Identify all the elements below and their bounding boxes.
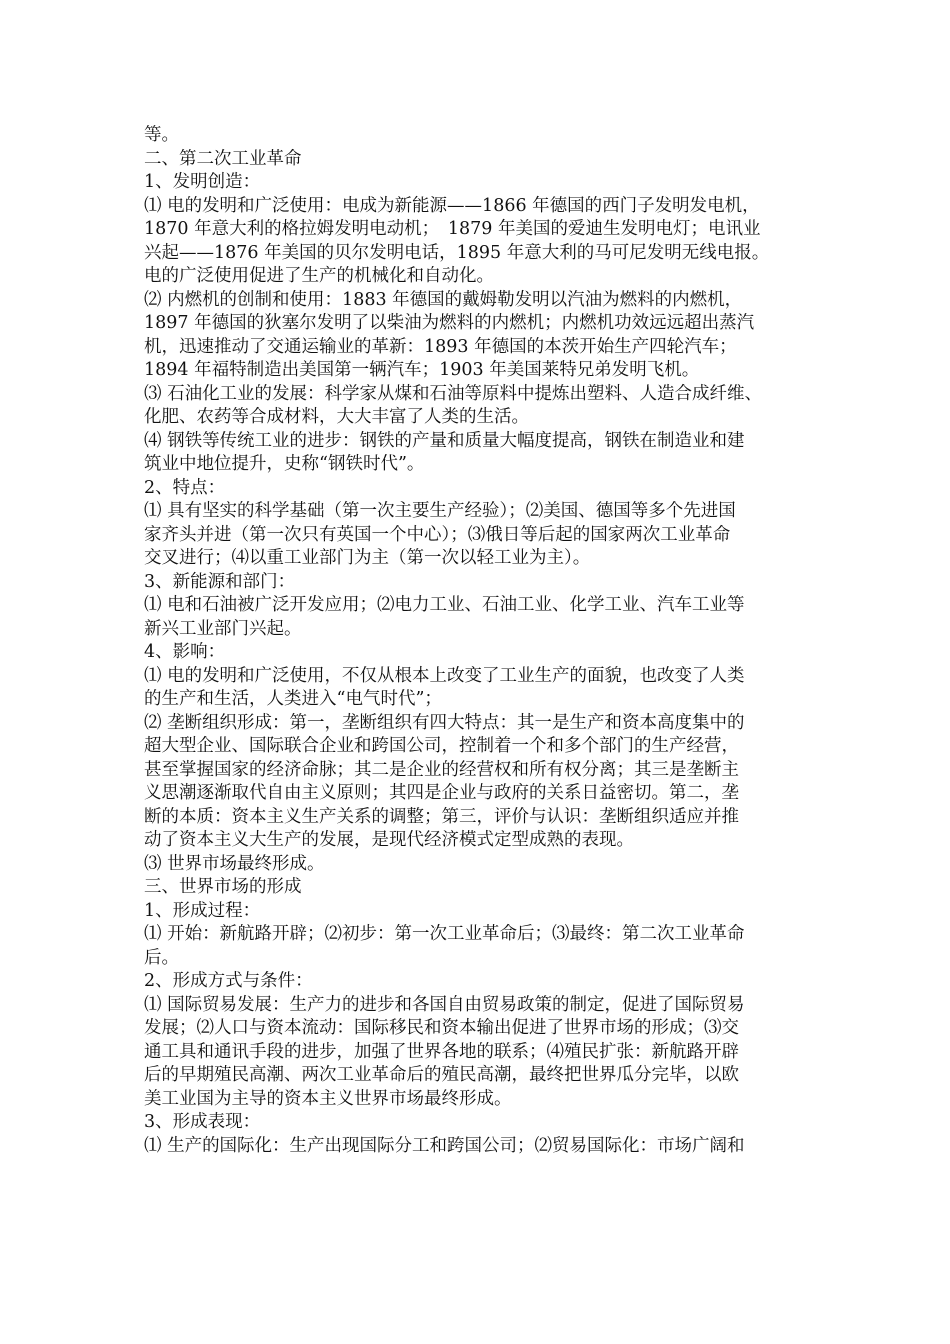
text-line: 义思潮逐渐取代自由主义原则；其四是企业与政府的关系日益密切。第二，垄 — [144, 783, 739, 803]
text-line: 1897 年德国的狄塞尔发明了以柴油为燃料的内燃机；内燃机功效远远超出蒸汽 — [144, 313, 755, 333]
text-line: 3、形成表现： — [144, 1112, 261, 1132]
text-line: ⑵ 垄断组织形成：第一，垄断组织有四大特点：其一是生产和资本高度集中的 — [144, 712, 745, 733]
text-line: 兴起——1876 年美国的贝尔发明电话，1895 年意大利的马可尼发明无线电报。 — [144, 242, 770, 263]
text-line: 1、发明创造： — [144, 172, 261, 192]
text-line: 3、新能源和部门： — [144, 571, 296, 592]
text-line: 等。 — [144, 125, 179, 145]
text-line: 通工具和通讯手段的进步，加强了世界各地的联系；⑷殖民扩张：新航路开辟 — [144, 1041, 739, 1062]
text-line: 交叉进行；⑷以重工业部门为主（第一次以轻工业为主）。 — [144, 548, 591, 568]
text-line: ⑷ 钢铁等传统工业的进步：钢铁的产量和质量大幅度提高，钢铁在制造业和建 — [144, 430, 745, 451]
text-line: ⑵ 内燃机的创制和使用：1883 年德国的戴姆勒发明以汽油为燃料的内燃机， — [144, 289, 743, 310]
text-line: 二、第二次工业革命 — [144, 148, 302, 169]
text-line: 1870 年意大利的格拉姆发明电动机； 1879 年美国的爱迪生发明电灯；电讯业 — [144, 219, 761, 239]
text-line: 甚至掌握国家的经济命脉；其二是企业的经营权和所有权分离；其三是垄断主 — [144, 759, 739, 780]
text-line: 1894 年福特制造出美国第一辆汽车；1903 年美国莱特兄弟发明飞机。 — [144, 360, 700, 380]
text-line: ⑴ 电和石油被广泛开发应用；⑵电力工业、石油工业、化学工业、汽车工业等 — [144, 595, 745, 615]
text-line: 美工业国为主导的资本主义世界市场最终形成。 — [144, 1088, 512, 1109]
text-line: 1、形成过程： — [144, 900, 261, 921]
text-line: 新兴工业部门兴起。 — [144, 618, 302, 639]
text-line: 电的广泛使用促进了生产的机械化和自动化。 — [144, 266, 494, 286]
text-line: 后的早期殖民高潮、两次工业革命后的殖民高潮，最终把世界瓜分完毕，以欧 — [144, 1065, 739, 1085]
text-line: 机，迅速推动了交通运输业的革新：1893 年德国的本茨开始生产四轮汽车； — [144, 336, 737, 357]
text-line: ⑶ 世界市场最终形成。 — [144, 853, 325, 874]
text-line: 筑业中地位提升，史称“钢铁时代”。 — [144, 454, 425, 474]
text-line: ⑴ 生产的国际化：生产出现国际分工和跨国公司；⑵贸易国际化：市场广阔和 — [144, 1135, 745, 1156]
text-line: 断的本质：资本主义生产关系的调整；第三，评价与认识：垄断组织适应并推 — [144, 806, 739, 827]
text-line: ⑴ 国际贸易发展：生产力的进步和各国自由贸易政策的制定，促进了国际贸易 — [144, 994, 745, 1015]
text-line: 动了资本主义大生产的发展，是现代经济模式定型成熟的表现。 — [144, 830, 634, 850]
text-line: 超大型企业、国际联合企业和跨国公司，控制着一个和多个部门的生产经营， — [144, 736, 739, 756]
text-line: ⑴ 电的发明和广泛使用：电成为新能源——1866 年德国的西门子发明发电机， — [144, 195, 760, 216]
text-line: ⑶ 石油化工业的发展：科学家从煤和石油等原料中提炼出塑料、人造合成纤维、 — [144, 383, 763, 404]
text-line: 的生产和生活，人类进入“电气时代”； — [144, 689, 442, 709]
text-line: 2、形成方式与条件： — [144, 971, 313, 991]
text-line: 发展；⑵人口与资本流动：国际移民和资本输出促进了世界市场的形成；⑶交 — [144, 1018, 739, 1038]
text-line: 2、特点： — [144, 477, 226, 498]
text-line: 4、影响： — [144, 642, 226, 662]
document-body — [144, 124, 814, 1158]
text-line: ⑴ 电的发明和广泛使用，不仅从根本上改变了工业生产的面貌，也改变了人类 — [144, 665, 745, 686]
text-line: 家齐头并进（第一次只有英国一个中心）；⑶俄日等后起的国家两次工业革命 — [144, 524, 731, 545]
text-line: 化肥、农药等合成材料，大大丰富了人类的生活。 — [144, 407, 529, 427]
text-line: ⑴ 开始：新航路开辟；⑵初步：第一次工业革命后；⑶最终：第二次工业革命 — [144, 924, 745, 944]
text-line: ⑴ 具有坚实的科学基础（第一次主要生产经验）；⑵美国、德国等多个先进国 — [144, 501, 736, 521]
text-line: 三、世界市场的形成 — [144, 877, 302, 897]
text-line: 后。 — [144, 947, 179, 968]
